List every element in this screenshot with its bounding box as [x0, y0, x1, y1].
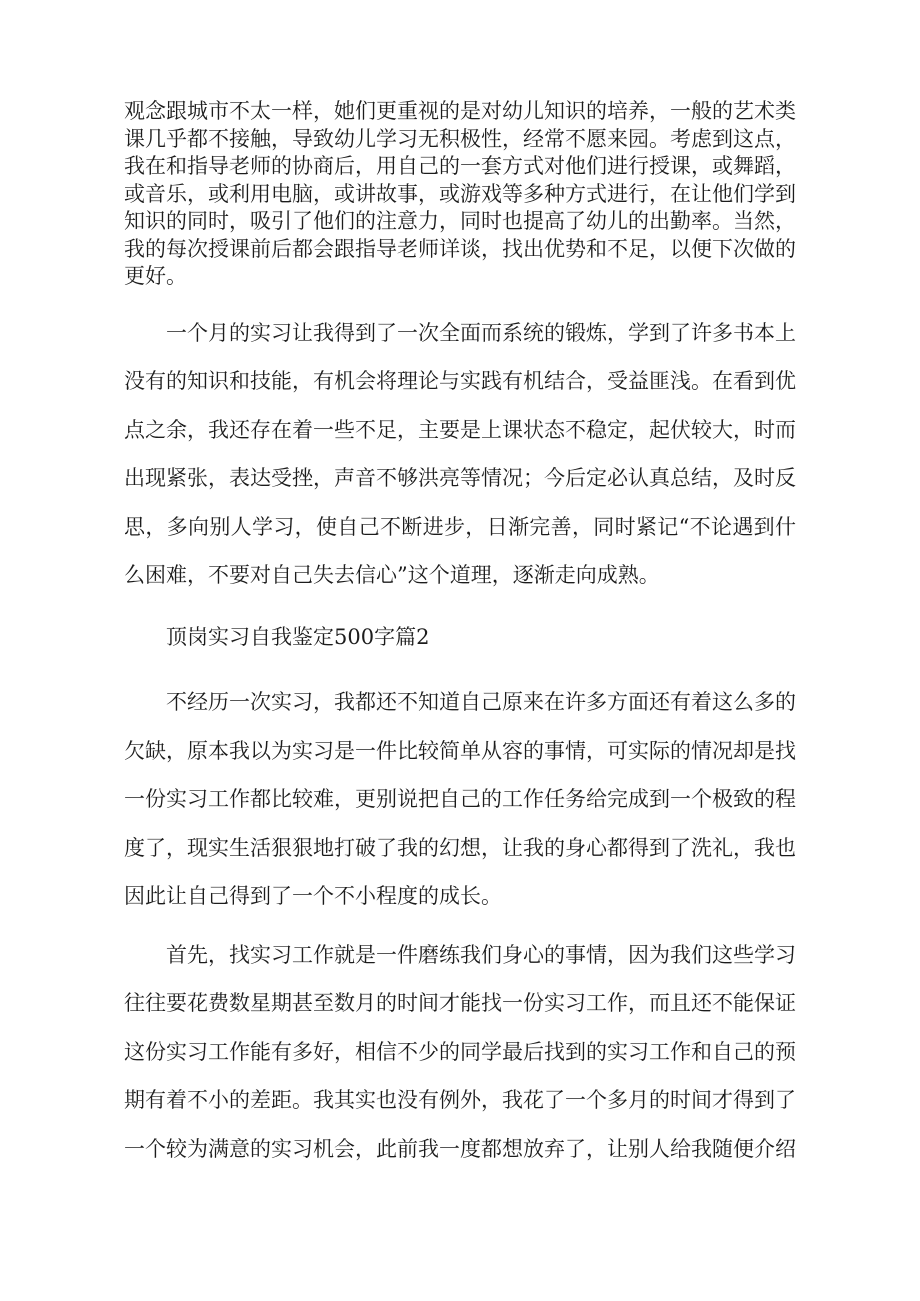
paragraph-job-search: 首先，找实习工作就是一件磨练我们身心的事情，因为我们这些学习往往要花费数星期甚至数月的时间才能找一份实习工作，而且还不能保证这份实习工作能有多好，相信不少的同学最后找到的实习工作和自己的预期有着不小的差距。我其实也没有例外，我花了一个多月的时间才得到了一个较为满意的实习机会，此前我一度都想放弃了，让别人给我随便介绍 — [124, 942, 796, 1161]
paragraph-continuation: 观念跟城市不太一样，她们更重视的是对幼儿知识的培养，一般的艺术类课几乎都不接触，导致幼儿学习无积极性，经常不愿来园。考虑到这点，我在和指导老师的协商后，用自己的一套方式对他们进行授课，或舞蹈，或音乐，或利用电脑，或讲故事，或游戏等多种方式进行，在让他们学到知识的同时，吸引了他们的注意力，同时也提高了幼儿的出勤率。当然，我的每次授课前后都会跟指导老师详谈，找出优势和不足，以便下次做的更好。 — [124, 99, 796, 288]
paragraph-internship-summary: 一个月的实习让我得到了一次全面而系统的锻炼，学到了许多书本上没有的知识和技能，有机会将理论与实践有机结合，受益匪浅。在看到优点之余，我还存在着一些不足，主要是上课状态不稳定，起伏较大，时而出现紧张，表达受挫，声音不够洪亮等情况；今后定必认真总结，及时反思，多向别人学习，使自己不断进步，日渐完善，同时紧记“不论遇到什么困难，不要对自己失去信心”这个道理，逐渐走向成熟。 — [124, 320, 796, 587]
section-heading-part2: 顶岗实习自我鉴定500字篇2 — [166, 624, 430, 649]
paragraph-experience-intro: 不经历一次实习，我都还不知道自己原来在许多方面还有着这么多的欠缺，原本我以为实习是一件比较简单从容的事情，可实际的情况却是找一份实习工作都比较难，更别说把自己的工作任务给完成到一个极致的程度了，现实生活狠狠地打破了我的幻想，让我的身心都得到了洗礼，我也因此让自己得到了一个不小程度的成长。 — [124, 690, 796, 908]
